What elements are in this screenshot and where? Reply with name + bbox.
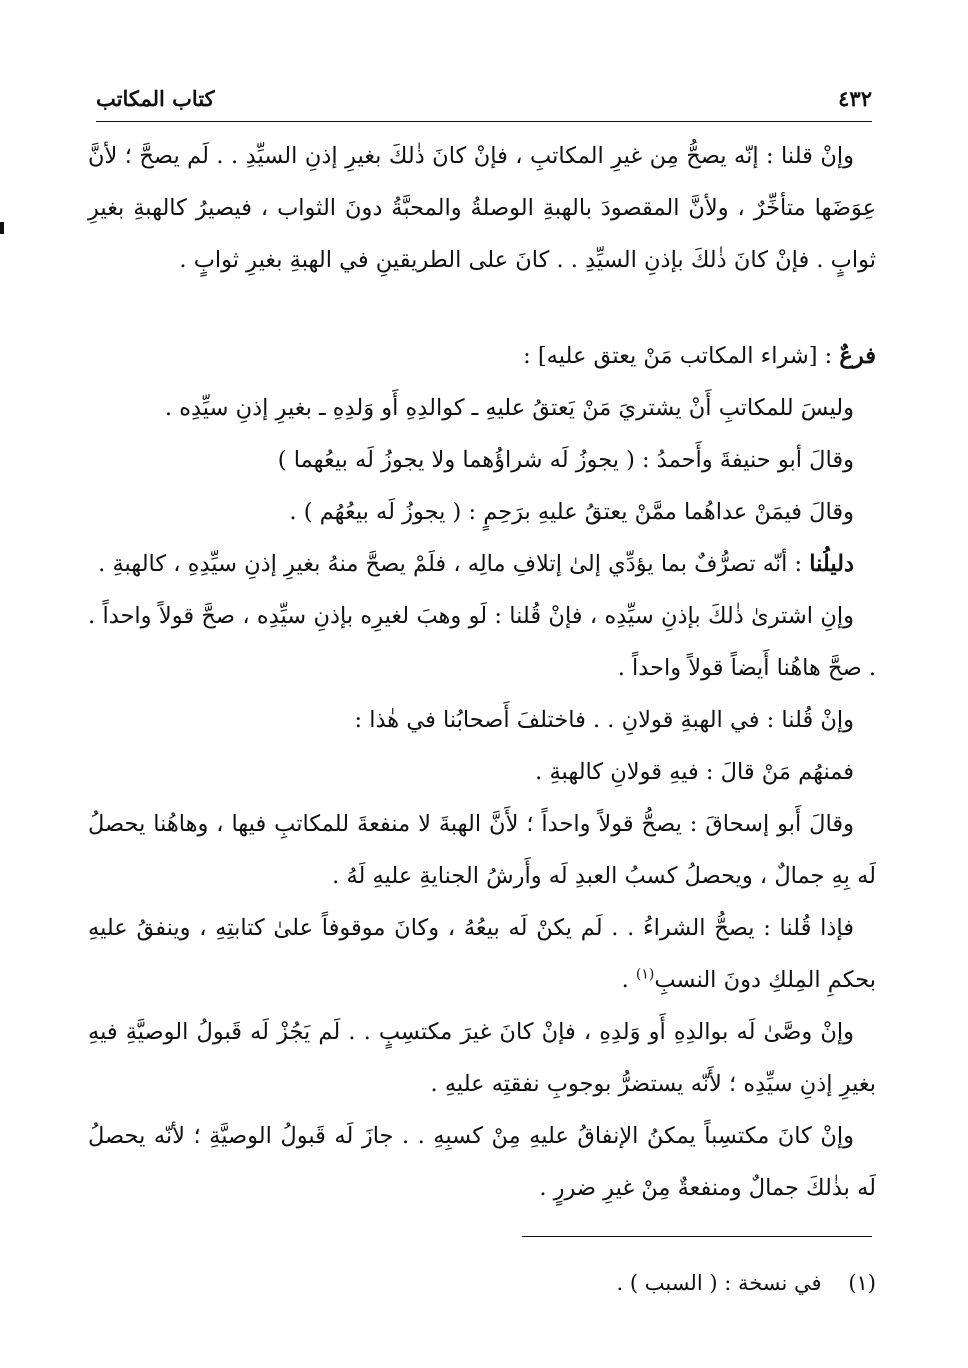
book-title: كتاب المكاتب [96, 85, 215, 111]
paragraph: وإنِ اشترىٰ ذٰلكَ بإذنِ سيِّدِه ، فإنْ قُلنا : لَو وهبَ لغيرِه بإذنِ سيِّدِه ، صحَّ قولاً واحداً . . صحَّ هاهُنا أَيضاً قولاً واحداً . [88, 603, 876, 681]
section-heading-lead: فرعٌ [839, 343, 876, 369]
paragraph: فإذا قُلنا : يصحُّ الشراءُ . . لَم يكنْ لَه بيعُهُ ، وكانَ موقوفاً علىٰ كتابتِهِ ، وينفقُ عليهِ بحكمِ المِلكِ دونَ النسبِ$^{(١)}$ . [88, 915, 876, 993]
page-body [88, 130, 876, 1214]
paragraph: وليسَ للمكاتبِ أَنْ يشتريَ مَنْ يَعتقُ عليهِ ـ كوالدِهِ أَو وَلدِهِ ـ بغيرِ إذنِ سيِّدِه . [164, 395, 854, 421]
footnote-text: في نسخة : ( السبب ) . [616, 1271, 822, 1295]
paragraph: وإنْ قُلنا : في الهبةِ قولانِ . . فاختلفَ أَصحابُنا في هٰذا : [354, 707, 854, 733]
page-number: ٤٣٢ [838, 85, 872, 111]
footnote-marker[interactable]: (١) [635, 966, 655, 983]
running-header [96, 78, 872, 118]
section-heading: فرعٌ : [شراء المكاتب مَنْ يعتق عليه] : [523, 343, 876, 369]
paragraph: فمنهُم مَنْ قالَ : فيهِ قولانِ كالهبةِ . [535, 759, 854, 785]
paragraph: وإنْ وصَّىٰ لَه بوالدِهِ أَو وَلدِهِ ، فإنْ كانَ غيرَ مكتسِبٍ . . لَم يَجُزْ لَه قَبولُ الوصيَّةِ فيهِ بغيرِ إذنِ سيِّدِه ؛ لأَنّه يستضرُّ بوجوبِ نفقتِه عليهِ . [88, 1019, 876, 1097]
margin-mark [0, 222, 4, 234]
footnote [96, 1266, 876, 1300]
paragraph: دليلُنا : أنّه تصرُّفٌ بما يؤدِّي إلىٰ إتلافِ مالِه ، فلَمْ يصحَّ منهُ بغيرِ إذنِ سيِّدِهِ ، كالهبةِ . [98, 551, 854, 577]
paragraph: وإنْ كانَ مكتسِباً يمكنُ الإنفاقُ عليهِ مِنْ كسبِهِ . . جازَ لَه قَبولُ الوصيَّةِ ؛ لأنّه يحصلُ لَه بذٰلكَ جمالٌ ومنفعةٌ مِنْ غيرِ ضررٍ . [88, 1123, 876, 1201]
argument-lead: دليلُنا [809, 551, 854, 577]
paragraph: وقالَ أَبو إسحاقَ : يصحُّ قولاً واحداً ؛ لأَنَّ الهبةَ لا منفعةَ للمكاتبِ فيها ، وهاهُنا يحصلُ لَه بِهِ جمالٌ ، ويحصلُ كسبُ العبدِ لَه وأَرشُ الجنايةِ عليهِ لَهُ . [88, 811, 876, 889]
header-rule [96, 121, 872, 122]
footnote-number: (١) [848, 1271, 876, 1295]
footnote-rule [522, 1236, 872, 1237]
paragraph: وقالَ فيمَنْ عداهُما ممَّنْ يعتقُ عليهِ برَحِمٍ : ( يجوزُ لَه بيعُهُم ) . [289, 499, 854, 525]
paragraph: وقالَ أبو حنيفةَ وأَحمدُ : ( يجوزُ لَه شراؤُهما ولا يجوزُ لَه بيعُهما ) [277, 447, 854, 473]
paragraph: وإنْ قلنا : إنّه يصحُّ مِن غيرِ المكاتبِ ، فإنْ كانَ ذٰلكَ بغيرِ إذنِ السيِّدِ . . لَم يصحَّ ؛ لأنَّ عِوَضَها متأخِّرٌ ، ولأنَّ المقصودَ بالهبةِ الوصلةُ والمحبَّةُ دونَ الثواب ، فيصيرُ كالهبةِ بغيرِ ثوابٍ . فإنْ كانَ ذٰلكَ بإذنِ السيِّدِ . . كانَ على الطريقينِ في الهبةِ بغيرِ ثوابٍ . [88, 143, 876, 273]
